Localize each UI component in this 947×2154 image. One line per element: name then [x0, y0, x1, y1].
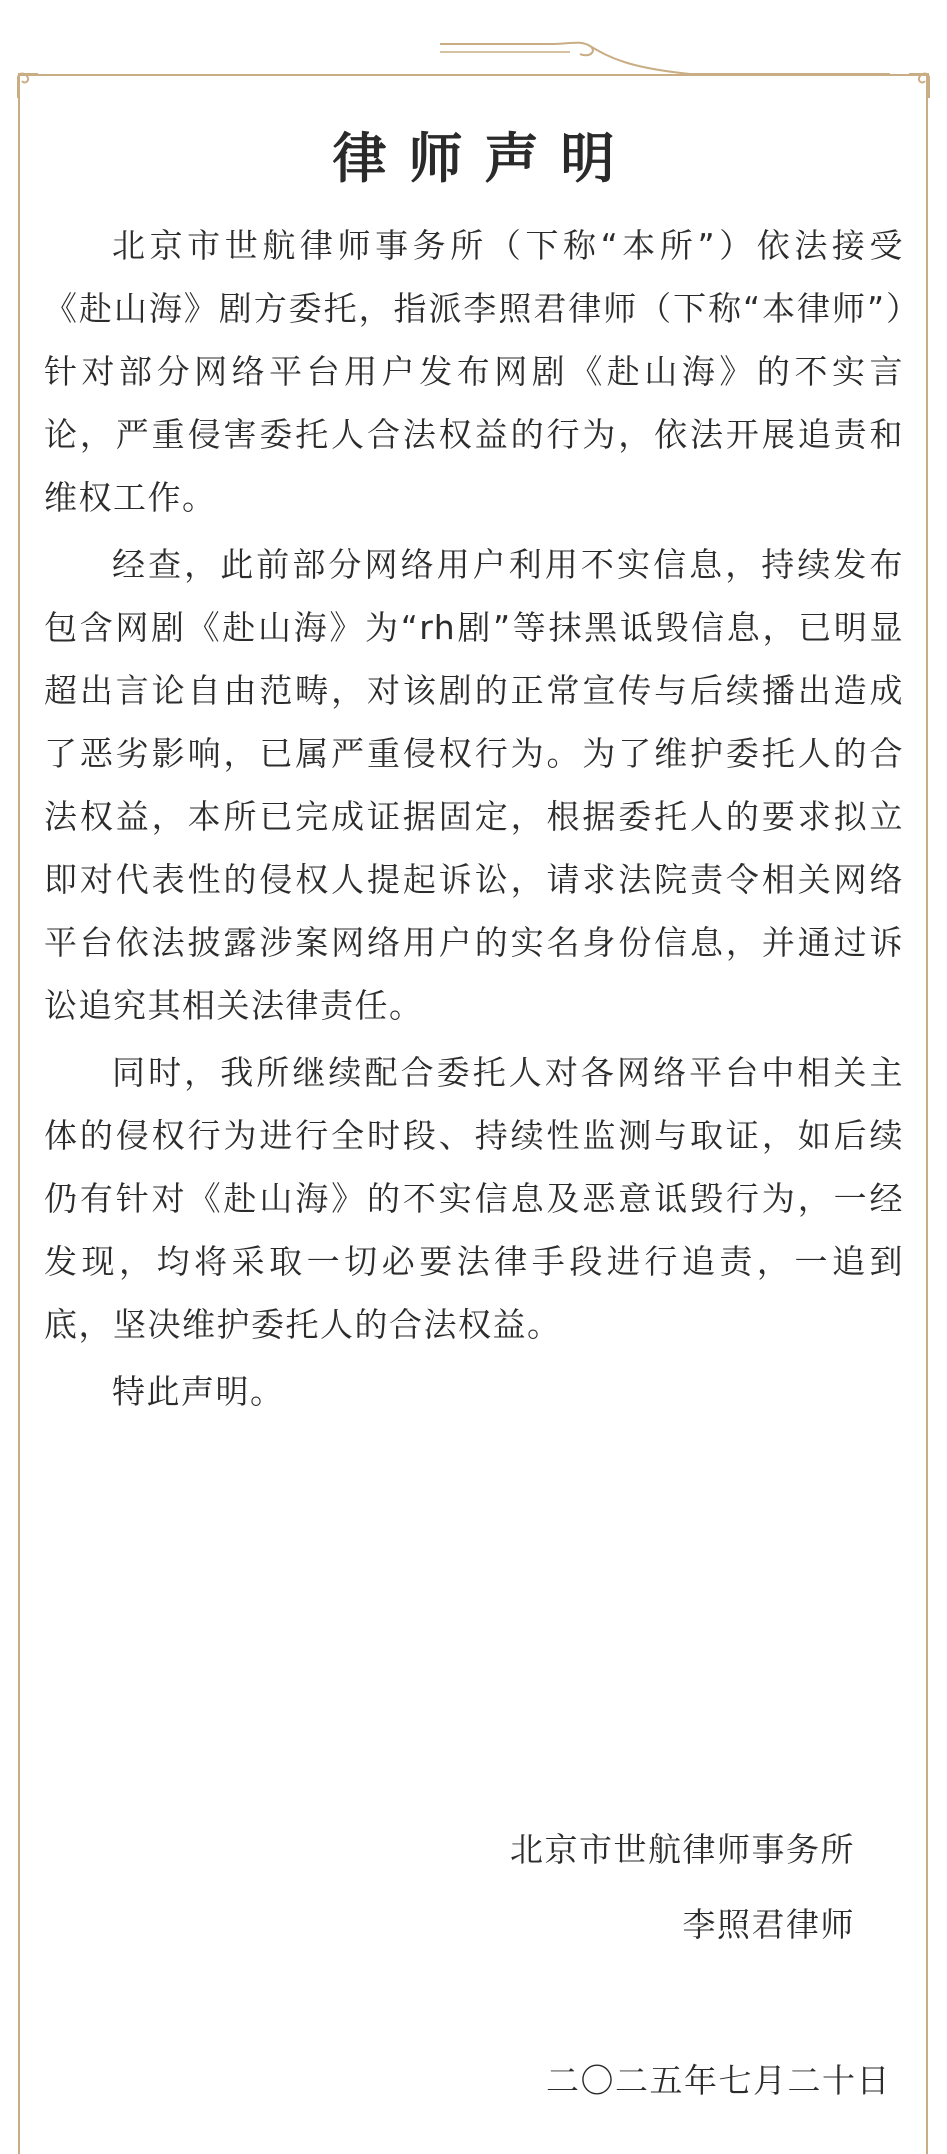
- signature-organization: 北京市世航律师事务所: [510, 1830, 855, 1869]
- paragraph: 同时，我所继续配合委托人对各网络平台中相关主体的侵权行为进行全时段、持续性监测与取证，如后续仍有针对《赴山海》的不实信息及恶意诋毁行为，一经发现，均将采取一切必要法律手段进行追责，一追到底，坚决维护委托人的合法权益。: [44, 1053, 904, 1344]
- paragraph: 特此声明。: [112, 1372, 285, 1411]
- paragraph: 北京市世航律师事务所（下称“本所”）依法接受《赴山海》剧方委托，指派李照君律师（下称“本律师”）针对部分网络平台用户发布网剧《赴山海》的不实言论，严重侵害委托人合法权益的行为，依法开展追责和维权工作。: [44, 226, 904, 517]
- corner-ornament-icon: [14, 70, 44, 100]
- document-title: 律师声明: [332, 126, 637, 190]
- statement-body: [44, 214, 904, 1427]
- signature-date: 二〇二五年七月二十日: [546, 2061, 891, 2100]
- signature-lawyer: 李照君律师: [682, 1905, 855, 1944]
- corner-ornament-icon: [903, 70, 933, 100]
- top-ornament-icon: [440, 38, 890, 78]
- paragraph: 经查，此前部分网络用户利用不实信息，持续发布包含网剧《赴山海》为“rh剧”等抹黑诋毁信息，已明显超出言论自由范畴，对该剧的正常宣传与后续播出造成了恶劣影响，已属严重侵权行为。为了维护委托人的合法权益，本所已完成证据固定，根据委托人的要求拟立即对代表性的侵权人提起诉讼，请求法院责令相关网络平台依法披露涉案网络用户的实名身份信息，并通过诉讼追究其相关法律责任。: [44, 545, 904, 1025]
